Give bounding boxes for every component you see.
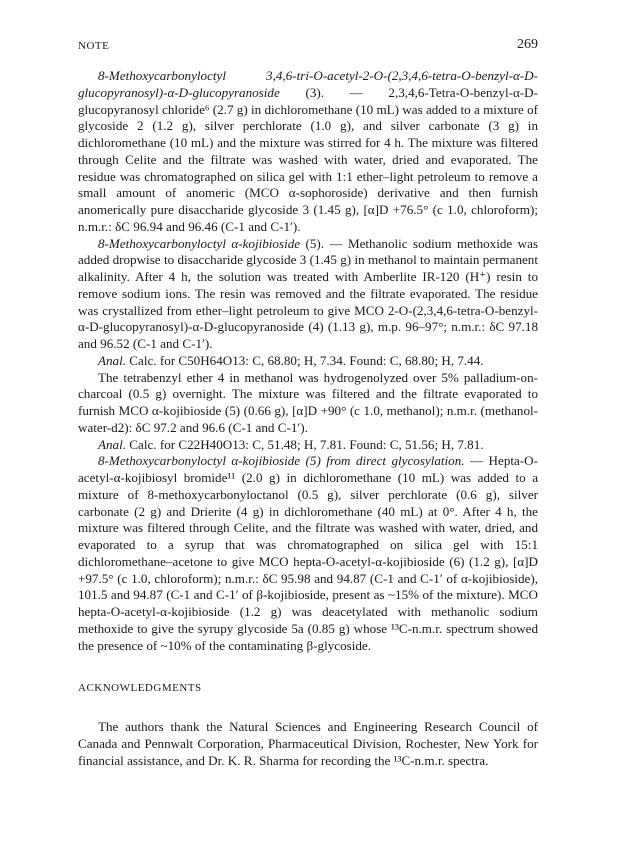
paragraph-analysis-5 [78, 437, 538, 454]
analysis-label: Anal. [98, 436, 127, 452]
paragraph-hydrogenolysis [78, 370, 538, 437]
analysis-4-values: Calc. for C50H64O13: C, 68.80; H, 7.34. Found: C, 68.80; H, 7.44. [126, 352, 484, 368]
compound-3-procedure: — 2,3,4,6-Tetra-O-benzyl-α-D-glucopyranosyl chloride⁶ (2.7 g) in dichloromethane (10 mL) was added to a mixture of glycoside 2 (1.2 g), silver perchlorate (1.0 g), and silver carbonate (3 g) in dichloromethane (10 mL) and the mixture was stirred for 4 h. The mixture was filtered through Celite and the filtrate was washed with water, dried and evaporated. The residue was chromatographed on silica gel with 1:1 ether–light petroleum to remove a small amount of anomeric (MCO α-sophoroside) derivative and then furnish anomerically pure disaccharide glycoside 3 (1.45 g), [α]D +76.5° (c 1.0, chloroform); n.m.r.: δC 96.94 and 96.46 (C-1 and C-1′). [78, 84, 538, 234]
compound-3-label: (3). [305, 84, 324, 100]
page-number: 269 [517, 37, 538, 52]
compound-5-title: 8-Methoxycarbonyloctyl α-kojibioside [98, 235, 301, 251]
running-head-title: NOTE [78, 40, 110, 52]
acknowledgments-text: The authors thank the Natural Sciences and Engineering Research Council of Canada and Pennwalt Corporation, Pharmaceutical Division, Rochester, New York for financial assistance, and Dr. K. R. Sharma for recording the ¹³C-n.m.r. spectra. [78, 719, 538, 768]
paragraph-compound-5 [78, 236, 538, 353]
acknowledgments-heading: ACKNOWLEDGMENTS [78, 682, 202, 694]
running-header [78, 37, 538, 56]
compound-5-procedure: (5). — Methanolic sodium methoxide was added dropwise to disaccharide glycoside 3 (1.45 g) in methanol to maintain permanent alkalinity. After 4 h, the solution was treated with Amberlite IR-120 (H⁺) resin to remove sodium ions. The resin was removed and the filtrate evaporated. The residue was crystallized from ether–light petroleum to give MCO 2-O-(2,3,4,6-tetra-O-benzyl-α-D-glucopyranosyl)-α-D-glucopyranoside (4) (1.13 g), m.p. 96–97°; n.m.r.: δC 97.18 and 96.52 (C-1 and C-1′). [78, 235, 538, 351]
acknowledgments-section [78, 718, 538, 769]
article-body [78, 68, 538, 654]
analysis-5-values: Calc. for C22H40O13: C, 51.48; H, 7.81. Found: C, 51.56; H, 7.81. [126, 436, 484, 452]
analysis-label: Anal. [98, 352, 127, 368]
paragraph-compound-3 [78, 68, 538, 236]
direct-glycosylation-procedure: — Hepta-O-acetyl-α-kojibiosyl bromide¹¹ (2.0 g) in dichloromethane (10 mL) was added to a mixture of 8-methoxycarbonyloctanol (0.5 g), silver perchlorate (0.6 g), silver carbonate (2 g) and Drierite (4 g) in dichloromethane (40 mL) at 0°. After 4 h, the mixture was filtered through Celite, and the filtrate was washed with water, dried, and evaporated to a syrup that was chromatographed on silica gel with 15:1 dichloromethane–acetone to give MCO hepta-O-acetyl-α-kojibioside (6) (1.2 g), [α]D +97.5° (c 1.0, chloroform); n.m.r.: δC 95.98 and 94.87 (C-1 and C-1′ of α-kojibioside), 101.5 and 94.87 (C-1 and C-1′ of β-kojibioside, present as ~15% of the mixture). MCO hepta-O-acetyl-α-kojibioside (1.2 g) was deacetylated with methanolic sodium methoxide to give the syrupy glycoside 5a (0.85 g) whose ¹³C-n.m.r. spectrum showed the presence of ~10% of the contaminating β-glycoside. [78, 453, 538, 653]
compound-3-title: 8-Methoxycarbonyloctyl 3,4,6-tri-O-acetyl-2-O-(2,3,4,6-tetra-O-benzyl-α-D-glucopyranosyl)-α-D-glucopyranoside [78, 68, 538, 100]
hydrogenolysis-text: The tetrabenzyl ether 4 in methanol was hydrogenolyzed over 5% palladium-on-charcoal (0.5 g) overnight. The mixture was filtered and the filtrate evaporated to furnish MCO α-kojibioside (5) (0.66 g), [α]D +90° (c 1.0, methanol); n.m.r. (methanol-water-d2): δC 97.2 and 96.6 (C-1 and C-1′). [78, 369, 538, 435]
direct-glycosylation-title: 8-Methoxycarbonyloctyl α-kojibioside (5) from direct glycosylation. [98, 453, 465, 469]
paragraph-direct-glycosylation [78, 453, 538, 654]
paragraph-analysis-4 [78, 353, 538, 370]
